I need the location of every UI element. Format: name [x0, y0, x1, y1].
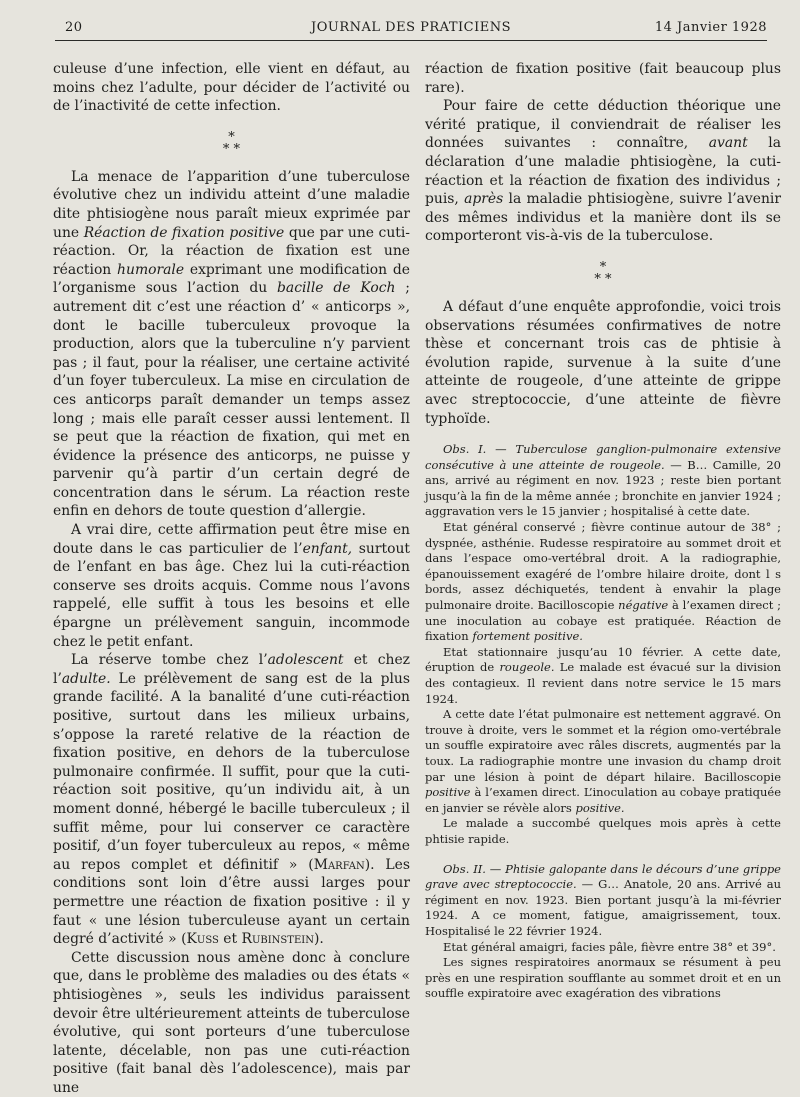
left-column [53, 60, 411, 1096]
observation-2-general: Etat général amaigri, facies pâle, fièvre entre 38° et 39°. [443, 939, 776, 954]
left-paragraph-2: La menace de l’apparition d’une tuberculose évolutive chez un individu atteint d’une maladie dite phtisiogène nous paraît mieux exprimée par une Réaction de fixation positive que par une cuti-réaction. Or, la réaction de fixation est une réaction humorale exprimant une modification de l’organisme sous l’action du bacille de Koch ; autrement dit c’est une réaction d’ « anticorps », dont le bacille tuberculeux provoque la production, alors que la tuberculine n’y parvient pas ; il faut, pour la réaliser, une certaine activité d’un foyer tuberculeux. La mise en circulation de ces anticorps paraît demander un temps assez long ; mais elle paraît cesser aussi lentement. Il se peut que la réaction de fixation, qui met en évidence la présence des anticorps, ne puisse y parvenir qu’à partir d’un certain degré de concentration dans le sérum. La réaction reste enfin en dehors de toute question d’allergie. [53, 168, 411, 520]
observation-1-aggravation: A cette date l’état pulmonaire est nettement aggravé. On trouve à droite, vers le sommet et la région omo-vertébrale un souffle expiratoire avec râles discrets, augmentés par la toux. La radiographie montre une invasion du champ droit par une lésion à point de départ hilaire. Bacilloscopie positive à l’examen direct. L’inoculation au cobaye pratiquée en janvier se révèle alors positive. [425, 707, 781, 815]
section-separator-right: * * * [594, 259, 612, 287]
observation-1-outcome: Le malade a succombé quelques mois après à cette phtisie rapide. [425, 816, 781, 846]
right-paragraph-2: Pour faire de cette déduction théorique une vérité pratique, il conviendrait de réaliser les données suivantes : connaître, avant la déclaration d’une maladie phtisiogène, la cuti-réaction et la réaction de fixation des individus ; puis, après la maladie phtisiogène, suivre l’avenir des mêmes individus et la manière dont ils se comporteront vis-à-vis de la tuberculose. [425, 98, 781, 245]
header-rule [55, 40, 767, 41]
page-header [55, 18, 767, 40]
left-paragraph-1: culeuse d’une infection, elle vient en défaut, au moins chez l’adulte, pour décider de l’activité ou de l’inactivité de cette infection. [53, 61, 410, 115]
observation-2-respiratory: Les signes respiratoires anormaux se résument à peu près en une respiration soufflante au sommet droit et en un souffle expiratoire avec exagération des vibrations [425, 955, 781, 1001]
section-separator: * * * [222, 129, 241, 157]
right-paragraph-3: A défaut d’une enquête approfondie, voici trois observations résumées confirmatives de notre thèse et concernant trois cas de phtisie à évolution rapide, survenue à la suite d’une atteinte de rougeole, d’une atteinte de grippe avec streptococcie, d’une atteinte de fièvre typhoïde. [425, 298, 781, 427]
page-number: 20 [65, 20, 83, 35]
left-paragraph-3: A vrai dire, cette affirmation peut être mise en doute dans le cas particulier de l’enfant, surtout de l’enfant en bas âge. Chez lui la cuti-réaction conserve ses droits acquis. Comme nous l’avons rappelé, elle suffit à tous les besoins et elle épargne un prélèvement sanguin, incommode chez le petit enfant. [53, 522, 410, 650]
observation-1: Obs. I. — Tuberculose ganglion-pulmonaire extensive consécutive à une atteinte de rougeole. — B… Camille, 20 ans, arrivé au régiment en nov. 1923 ; reste bien portant jusqu’à la fin de la même année ; bronchite en janvier 1924 ; aggravation vers le 15 janvier ; hospitalisé à cette date. [425, 442, 781, 519]
left-paragraph-5: Cette discussion nous amène donc à conclure que, dans le problème des maladies ou des états « phtisiogènes », seuls les individus paraissent devoir être ultérieurement atteints de tuberculose évolutive, qui sont porteurs d’une tuberculose latente, décelable, non pas une cuti-réaction positive (fait banal dès l’adolescence), mais par une [53, 949, 410, 1096]
observation-1-evolution: Etat stationnaire jusqu’au 10 février. A cette date, éruption de rougeole. Le malade est évacué sur la division des contagieux. Il revient dans notre service le 15 mars 1924. [425, 644, 781, 706]
right-paragraph-1: réaction de fixation positive (fait beaucoup plus rare). [425, 61, 781, 96]
issue-date: 14 Janvier 1928 [654, 20, 767, 35]
left-paragraph-4: La réserve tombe chez l’adolescent et chez l’adulte. Le prélèvement de sang est de la plus grande facilité. A la banalité d’une cuti-réaction positive, surtout dans les milieux urbains, s’oppose la rareté relative de la réaction de fixation positive, en dehors de la tuberculose pulmonaire confirmée. Il suffit, pour que la cuti-réaction soit positive, qu’un individu ait, à un moment donné, hébergé le bacille tuberculeux ; il suffit même, pour lui conserver ce caractère positif, d’un foyer tuberculeux au repos, « même au repos complet et définitif » (Marfan). Les conditions sont loin d’être aussi larges pour permettre une réaction de fixation positive : il y faut « une lésion tuberculeuse ayant un certain degré d’activité » (Kuss et Rubinstein). [53, 652, 410, 948]
observation-1-general: Etat général conservé ; fièvre continue autour de 38° ; dyspnée, asthénie. Rudesse respiratoire au sommet droit et dans l’espace omo-vertébral droit. A la radiographie, épanouissement exagéré de l’ombre hilaire droite, dont l s bords, assez déchiquetés, tendent à envahir la plage pulmonaire droite. Bacilloscopie négative à l’examen direct ; une inoculation au cobaye est pratiquée. Réaction de fixation fortement positive. [425, 520, 781, 644]
observation-2: Obs. II. — Phtisie galopante dans le décours d’une grippe grave avec streptococcie. — G… Anatole, 20 ans. Arrivé au régiment en nov. 1923. Bien portant jusqu’à la mi-février 1924. A ce moment, fatigue, amaigrissement, toux. Hospitalisé le 22 février 1924. [425, 861, 781, 938]
journal-title: JOURNAL DES PRATICIENS [311, 20, 511, 35]
right-column [425, 60, 781, 1080]
